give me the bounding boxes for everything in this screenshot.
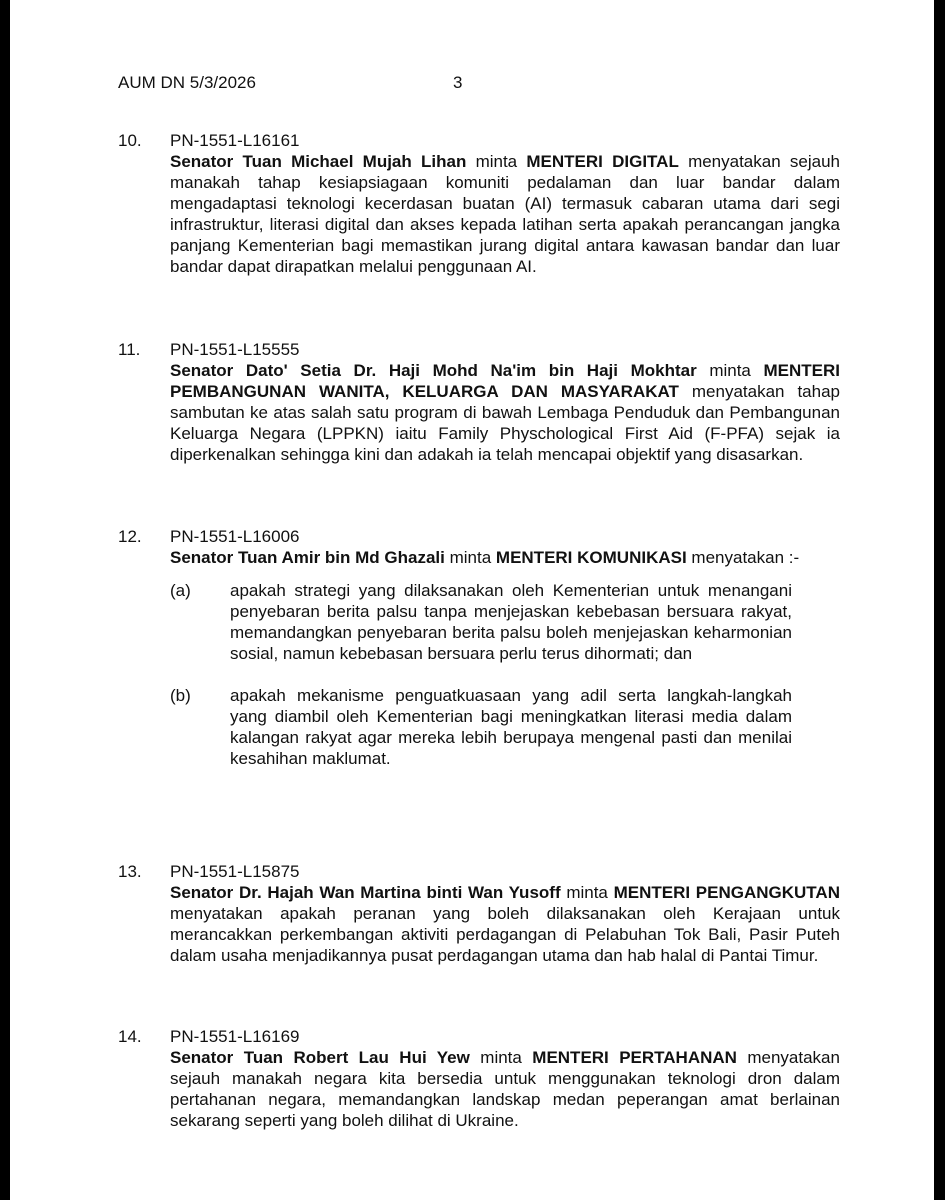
question-text: menyatakan :-	[691, 548, 800, 567]
question-item	[118, 339, 840, 465]
asker-name: Senator Tuan Michael Mujah Lihan	[170, 152, 467, 171]
minta-text: minta	[480, 1048, 522, 1067]
question-text: menyatakan tahap sambutan ke atas salah satu program di bawah Lembaga Penduduk dan Pembangunan Keluarga Negara (LPPKN) iaitu Family Physchological First Aid (F-PFA) sejak ia diperkenalkan sehingga kini dan adakah ia telah mencapai objektif yang disasarkan.	[170, 382, 840, 464]
minta-text: minta	[566, 883, 608, 902]
question-text: menyatakan apakah peranan yang boleh dilaksanakan oleh Kerajaan untuk merancakkan perkembangan aktiviti perdagangan di Pelabuhan Tok Bali, Pasir Puteh dalam usaha menjadikannya pusat perdagangan utama dan hab halal di Pantai Timur.	[170, 904, 840, 965]
question-body	[170, 151, 840, 277]
question-code: PN-1551-L16169	[170, 1027, 300, 1046]
minister-name: MENTERI PENGANGKUTAN	[613, 883, 840, 902]
question-code: PN-1551-L15875	[170, 862, 300, 881]
question-item	[118, 130, 840, 277]
asker-name: Senator Tuan Amir bin Md Ghazali	[170, 548, 445, 567]
question-code: PN-1551-L15555	[170, 340, 300, 359]
question-body	[170, 1047, 840, 1131]
right-border	[934, 0, 945, 1200]
question-number: 11.	[118, 340, 141, 359]
minister-name: MENTERI KOMUNIKASI	[495, 548, 687, 567]
document-reference: AUM DN 5/3/2026	[118, 73, 256, 92]
minister-name: MENTERI PERTAHANAN	[532, 1048, 737, 1067]
page-header	[118, 73, 462, 93]
document-page	[10, 0, 934, 1200]
question-item	[118, 526, 840, 790]
question-body	[170, 360, 840, 465]
sub-question	[170, 580, 840, 664]
question-number: 10.	[118, 131, 142, 150]
asker-name: Senator Tuan Robert Lau Hui Yew	[170, 1048, 470, 1067]
question-number: 12.	[118, 527, 142, 546]
sub-question	[170, 685, 840, 769]
question-body	[170, 547, 840, 568]
sub-text: apakah mekanisme penguatkuasaan yang adil serta langkah-langkah yang diambil oleh Kementerian bagi meningkatkan literasi media dalam kalangan rakyat agar mereka lebih berupaya mengenal pasti dan menilai kesahihan maklumat.	[230, 686, 792, 768]
minister-name: MENTERI DIGITAL	[526, 152, 679, 171]
question-text: menyatakan sejauh manakah tahap kesiapsiagaan komuniti pedalaman dan luar bandar dalam mengadaptasi teknologi kecerdasan buatan (AI) termasuk cabaran utama dari segi infrastruktur, literasi digital dan akses kepada latihan serta apakah perancangan jangka panjang Kementerian bagi memastikan jurang digital antara kawasan bandar dan luar bandar dapat dirapatkan melalui penggunaan AI.	[170, 152, 840, 276]
sub-questions	[170, 580, 840, 769]
question-number: 13.	[118, 862, 142, 881]
question-code: PN-1551-L16161	[170, 131, 300, 150]
question-number: 14.	[118, 1027, 142, 1046]
question-body	[170, 882, 840, 966]
question-text: menyatakan sejauh manakah negara kita bersedia untuk menggunakan teknologi dron dalam pertahanan negara, memandangkan landskap medan peperangan amat berlainan sekarang seperti yang boleh dilihat di Ukraine.	[170, 1048, 840, 1130]
minta-text: minta	[449, 548, 492, 567]
question-item	[118, 861, 840, 966]
question-item	[118, 1026, 840, 1131]
sub-label: (b)	[170, 686, 191, 705]
sub-label: (a)	[170, 581, 191, 600]
minta-text: minta	[475, 152, 518, 171]
page-number: 3	[453, 73, 463, 92]
left-border	[0, 0, 10, 1200]
minta-text: minta	[709, 361, 751, 380]
asker-name: Senator Dato' Setia Dr. Haji Mohd Na'im bin Haji Mokhtar	[170, 361, 697, 380]
minister-name: MENTERI PEMBANGUNAN WANITA, KELUARGA DAN MASYARAKAT	[170, 361, 840, 401]
asker-name: Senator Dr. Hajah Wan Martina binti Wan Yusoff	[170, 883, 561, 902]
sub-text: apakah strategi yang dilaksanakan oleh Kementerian untuk menangani penyebaran berita palsu tanpa menjejaskan kebebasan bersuara rakyat, memandangkan penyebaran berita palsu boleh menjejaskan keharmonian sosial, namun kebebasan bersuara perlu terus dihormati; dan	[230, 581, 792, 663]
question-code: PN-1551-L16006	[170, 527, 300, 546]
